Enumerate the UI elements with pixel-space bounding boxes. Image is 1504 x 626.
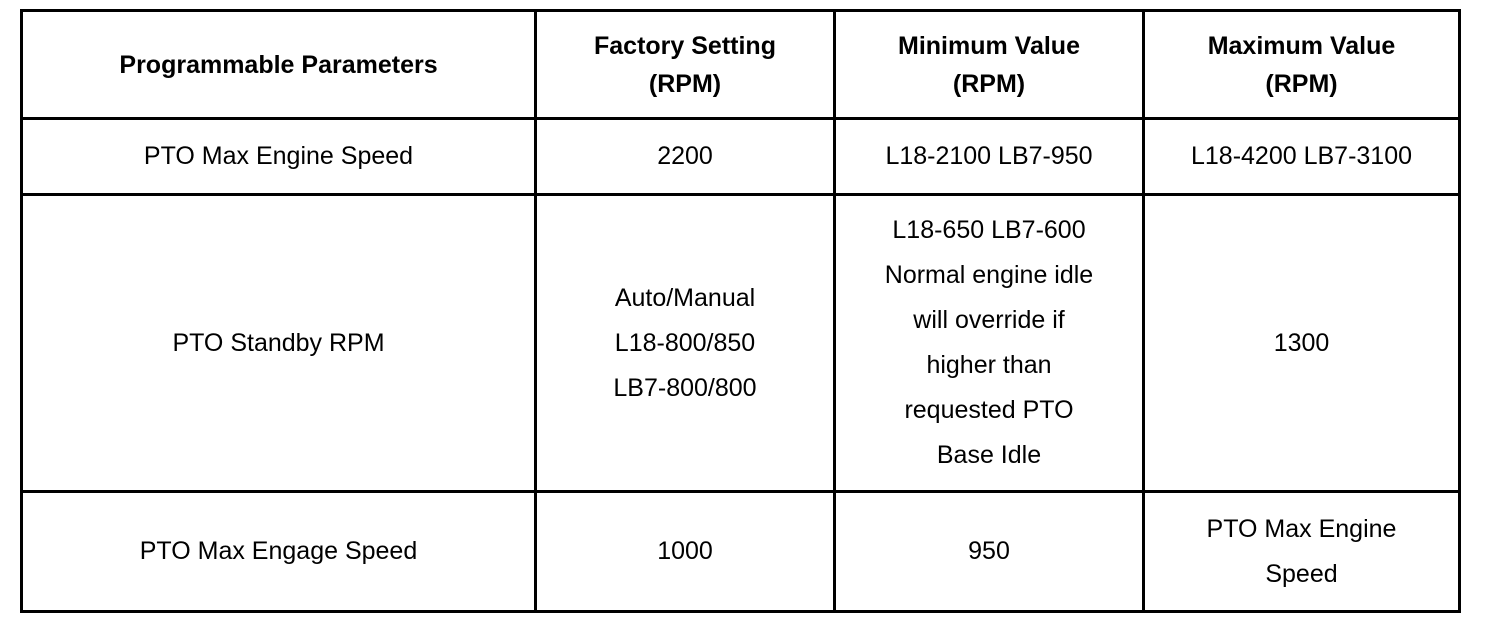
cell-maximum-value: PTO Max Engine Speed bbox=[1144, 492, 1460, 612]
header-minimum-value: Minimum Value (RPM) bbox=[835, 11, 1144, 119]
cell-parameter: PTO Max Engage Speed bbox=[22, 492, 536, 612]
cell-factory-setting: Auto/Manual L18-800/850 LB7-800/800 bbox=[536, 195, 835, 492]
header-programmable-parameters: Programmable Parameters bbox=[22, 11, 536, 119]
pto-parameters-table bbox=[20, 9, 1461, 613]
cell-factory-setting: 1000 bbox=[536, 492, 835, 612]
table-row bbox=[22, 195, 1460, 492]
cell-maximum-value: 1300 bbox=[1144, 195, 1460, 492]
header-maximum-value: Maximum Value (RPM) bbox=[1144, 11, 1460, 119]
cell-parameter: PTO Standby RPM bbox=[22, 195, 536, 492]
table-row bbox=[22, 492, 1460, 612]
table-header-row bbox=[22, 11, 1460, 119]
table-row bbox=[22, 119, 1460, 195]
cell-minimum-value: 950 bbox=[835, 492, 1144, 612]
cell-minimum-value: L18-2100 LB7-950 bbox=[835, 119, 1144, 195]
cell-minimum-value: L18-650 LB7-600 Normal engine idle will override if higher than requested PTO Base Idle bbox=[835, 195, 1144, 492]
header-factory-setting: Factory Setting (RPM) bbox=[536, 11, 835, 119]
cell-factory-setting: 2200 bbox=[536, 119, 835, 195]
cell-parameter: PTO Max Engine Speed bbox=[22, 119, 536, 195]
cell-maximum-value: L18-4200 LB7-3100 bbox=[1144, 119, 1460, 195]
